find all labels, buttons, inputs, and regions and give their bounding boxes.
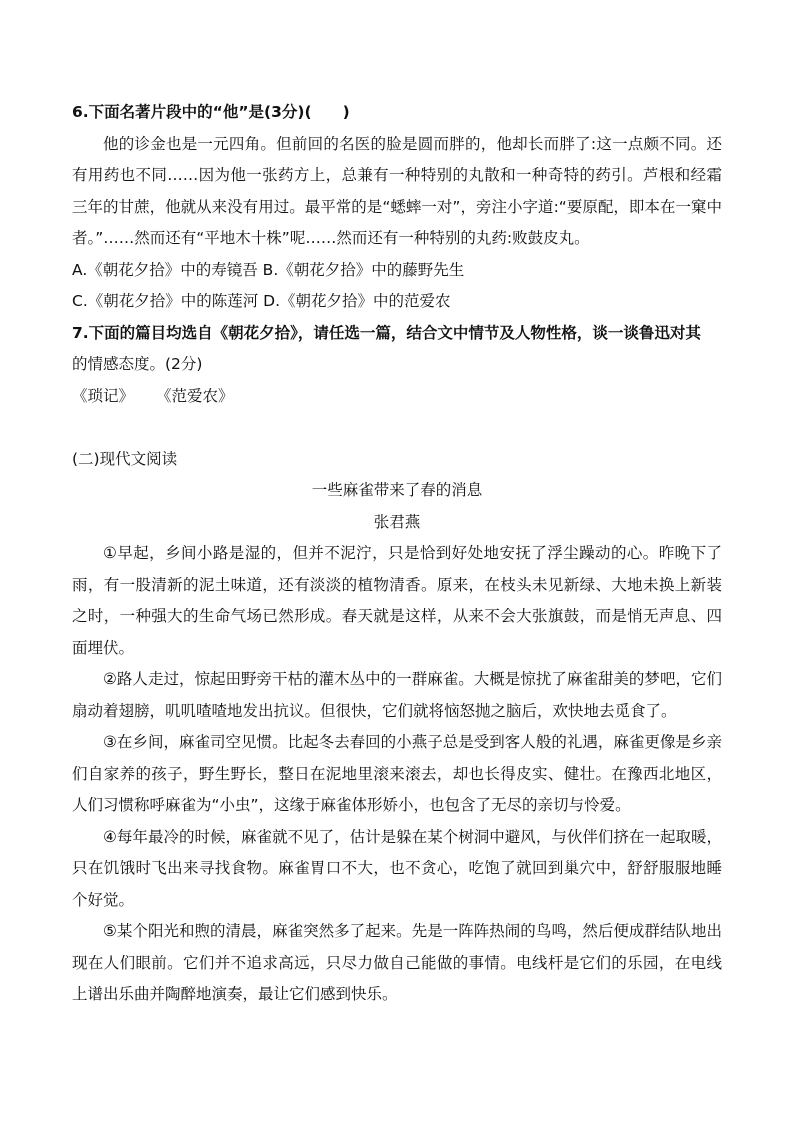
article-paragraph-3: ③在乡间，麻雀司空见惯。比起冬去春回的小燕子总是受到客人般的礼遇，麻雀更像是乡亲们自家养的孩子，野生野长，整日在泥地里滚来滚去，却也长得皮实、健壮。在豫西北地区，人们习惯称呼麻雀为“小虫”，这缘于麻雀体形娇小，也包含了无尽的亲切与怜爱。	[72, 733, 722, 814]
question-7-choices	[72, 381, 722, 413]
section-heading: (二)现代文阅读	[72, 449, 178, 468]
article-paragraph-5: ⑤某个阳光和煦的清晨，麻雀突然多了起来。先是一阵阵热闹的鸟鸣，然后便成群结队地出现在人们眼前。它们并不追求高远，只尽力做自己能做的事情。电线杆是它们的乐园，在电线上谱出乐曲并陶醉地演奏，最让它们感到快乐。	[72, 922, 722, 1003]
question-6-passage: 他的诊金也是一元四角。但前回的名医的脸是圆而胖的，他却长而胖了:这一点颇不同。还有用药也不同……因为他一张药方上，总兼有一种特别的丸散和一种奇特的药引。芦根和经霜三年的甘蔗，他就从来没有用过。最平常的是“蟋蟀一对”，旁注小字道:“要原配，即本在一窠中者。”……然而还有“平地木十株”呢……然而还有一种特别的丸药:败鼓皮丸。	[72, 134, 722, 247]
question-7-stem-line-1: 7.下面的篇目均选自《朝花夕拾》，请任选一篇，结合文中情节及人物性格，谈一谈鲁迅对其	[72, 323, 701, 342]
article-author: 张君燕	[373, 512, 421, 531]
article-title: 一些麻雀带来了春的消息	[311, 481, 483, 499]
article-paragraph-4: ④每年最冷的时候，麻雀就不见了，估计是躲在某个树洞中避风，与伙伴们挤在一起取暖，只在饥饿时飞出来寻找食物。麻雀胃口不大，也不贪心，吃饱了就回到巢穴中，舒舒服服地睡个好觉。	[72, 827, 722, 909]
section-spacer	[72, 412, 722, 444]
question-6-options-ab: A.《朝花夕拾》中的寿镜吾 B.《朝花夕拾》中的藤野先生	[72, 260, 465, 279]
question-7-choice-a: 《琐记》	[72, 386, 135, 405]
question-6-stem: 6.下面名著片段中的“他”是(3分)( )	[72, 103, 350, 121]
article-paragraph-1: ①早起，乡间小路是湿的，但并不泥泞，只是恰到好处地安抚了浮尘躁动的心。昨晚下了雨，有一股清新的泥土味道，还有淡淡的植物清香。原来，在枝头未见新绿、大地未换上新装之时，一种强大的生命气场已然形成。春天就是这样，从来不会大张旗鼓，而是悄无声息、四面埋伏。	[72, 544, 722, 657]
article-paragraph-2: ②路人走过，惊起田野旁干枯的灌木丛中的一群麻雀。大概是惊扰了麻雀甜美的梦吧，它们扇动着翅膀，叽叽喳喳地发出抗议。但很快，它们就将恼怒抛之脑后，欢快地去觅食了。	[72, 670, 722, 720]
page-content	[72, 97, 722, 1011]
question-7-choice-b: 《范爱农》	[156, 386, 234, 405]
question-6-options-cd: C.《朝花夕拾》中的陈莲河 D.《朝花夕拾》中的范爱农	[72, 292, 451, 310]
question-7-stem-line-2: 的情感态度。(2分)	[72, 355, 203, 373]
